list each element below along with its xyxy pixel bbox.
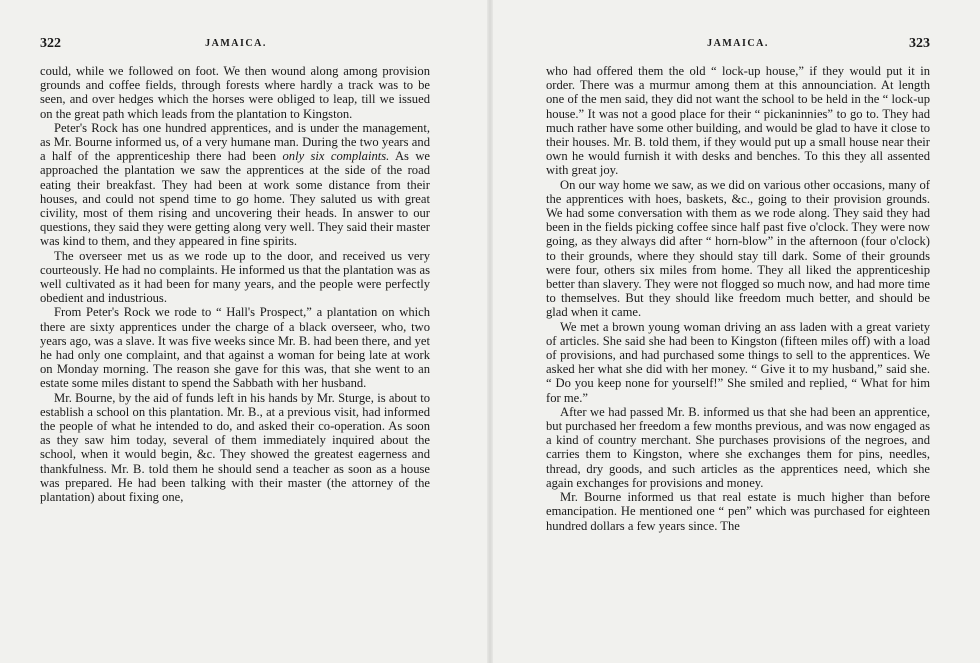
paragraph: On our way home we saw, as we did on various other occasions, many of the apprentices with hoes, baskets, &c., going to their provision grounds. We had some conversation with them as we rode along. They said they had been in the fields picking coffee since half past five o'clock. They were now going, as they always did after “ horn-blow” in the afternoon (four o'clock) to their grounds, where they should stay till dark. Some of their grounds were four, others six miles from home. They all liked the apprenticeship better than slavery. They were not flogged so much now, and had more time to themselves. But they should like freedom much better, and should be glad when it came. — [546, 177, 930, 320]
emphasis-text: only six complaints. — [282, 149, 390, 164]
paragraph: Mr. Bourne, by the aid of funds left in his hands by Mr. Sturge, is about to establish a school on this plantation. Mr. B., at a previous visit, had informed the people of what he intended to do, and asked their co-operation. As soon as they saw him today, several of them immediately inquired about the school, when it would begin, &c. They showed the greatest eagerness and thankfulness. Mr. B. told them he should send a teacher as soon as a house was prepared. He had been talking with their master (the attorney of the plantation) about fixing one, — [40, 390, 430, 505]
running-head-title-right: JAMAICA. — [707, 38, 769, 49]
body-text-left — [40, 64, 430, 504]
running-head-right — [546, 36, 930, 54]
running-head-title-left: JAMAICA. — [205, 38, 267, 49]
paragraph: Peter's Rock has one hundred apprentices, and is under the management, as Mr. Bourne informed us, of a very humane man. During the two years and a half of the apprenticeship there had been only six complaints. As we approached the plantation we saw the apprentices at the side of the road eating their breakfast. They had been at work some distance from their houses, and could not spend time to go home. They saluted us with great civility, most of them rising and uncovering their heads. In answer to our questions, they said they were getting along very well. They said their master was kind to them, and they appeared in fine spirits. — [40, 120, 430, 249]
paragraph: Mr. Bourne informed us that real estate is much higher than before emancipation. He mentioned one “ pen” which was purchased for eighteen hundred dollars a few years since. The — [546, 490, 930, 533]
right-page — [490, 0, 980, 663]
paragraph: We met a brown young woman driving an ass laden with a great variety of articles. She said she had been to Kingston (fifteen miles off) with a load of provisions, and had purchased some things to sell to the apprentices. We asked her what she did with her money. “ Give it to my husband,” said she. “ Do you keep none for yourself!” She smiled and replied, “ What for him for me.” — [546, 319, 930, 405]
page-number-right: 323 — [909, 36, 930, 51]
body-text-right — [546, 64, 930, 533]
page-number-left: 322 — [40, 36, 61, 51]
paragraph: After we had passed Mr. B. informed us that she had been an apprentice, but purchased her freedom a few months previous, and was now engaged as a kind of country merchant. She purchases provisions of the negroes, and carries them to Kingston, where she exchanges them for pins, needles, thread, dry goods, and such articles as the apprentices need, which she again exchanges for provisions and money. — [546, 404, 930, 490]
running-head-left — [40, 36, 432, 54]
paragraph: The overseer met us as we rode up to the door, and received us very courteously. He had no complaints. He informed us that the plantation was as well cultivated as it had been for many years, and the people were perfectly obedient and industrious. — [40, 248, 430, 306]
paragraph: who had offered them the old “ lock-up house,” if they would put it in order. There was a murmur among them at this announciation. At length one of the men said, they did not want the school to be held in the “ lock-up house.” It was not a good place for their “ pickaninnies” to go to. They had much rather have some other building, and would be glad to have it close to their houses. Mr. B. told them, if they would put up a small house near their own he would furnish it with desks and benches. To this they all assented with great joy. — [546, 64, 930, 178]
paragraph: From Peter's Rock we rode to “ Hall's Prospect,” a plantation on which there are sixty apprentices under the charge of a black overseer, who, two years ago, was a slave. It was five weeks since Mr. B. had been there, and yet he had only one complaint, and that against a woman for being late at work on Monday morning. The reason she gave for this was, that she went to an estate some miles distant to spend the Sabbath with her husband. — [40, 305, 430, 391]
paragraph: could, while we followed on foot. We then wound along among provision grounds and coffee fields, through forests where hardly a track was to be seen, and over hedges which the horses were obliged to leap, till we issued on the great path which leads from the plantation to Kingston. — [40, 64, 430, 121]
